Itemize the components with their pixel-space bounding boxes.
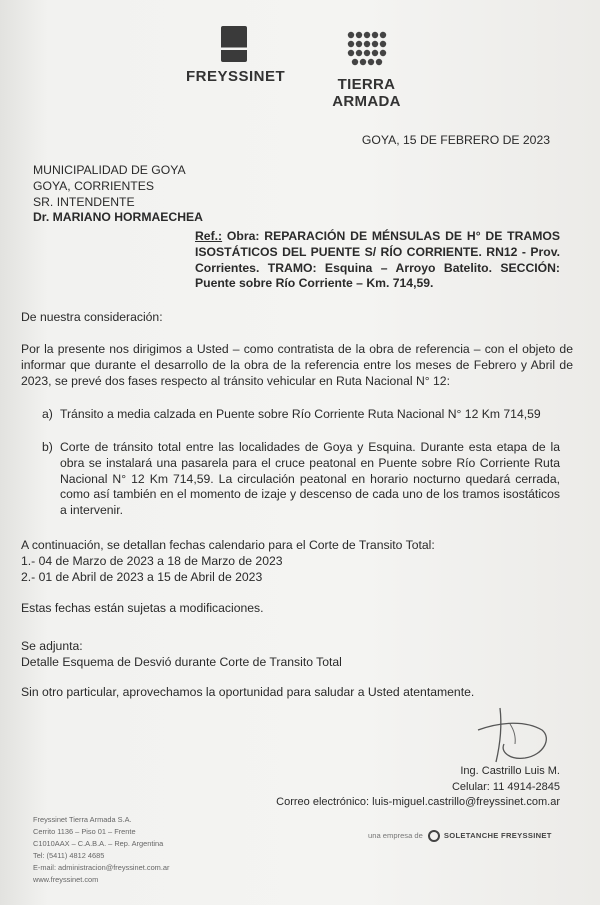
- greeting: De nuestra consideración:: [21, 310, 163, 324]
- signatory-phone: Celular: 11 4914-2845: [451, 781, 560, 793]
- attachment-label: Se adjunta:: [21, 639, 83, 653]
- reference-block: [195, 229, 560, 292]
- attachment-text: Detalle Esquema de Desvió durante Corte de Transito Total: [21, 655, 342, 669]
- schedule-intro: A continuación, se detallan fechas calendario para el Corte de Transito Total:: [21, 538, 435, 552]
- group-branding: [368, 830, 552, 842]
- footer-street: Cerrito 1136 – Piso 01 – Frente: [33, 827, 136, 837]
- footer-web: www.freyssinet.com: [33, 875, 99, 885]
- list-item-text: Corte de tránsito total entre las localidades de Goya y Esquina. Durante esta etapa de la obra se instalará una pasarela para el cruce peatonal en Puente sobre Río Corriente Ruta Nacional N° 12 Km 714,59. La circulación peatonal en horario nocturno quedará cerrada, como así también en el momento de izaje y descenso de cada uno de los tramos isostáticos a intervenir.: [60, 440, 560, 518]
- freyssinet-logo-text: FREYSSINET: [186, 68, 286, 85]
- recipient-line: SR. INTENDENTE: [33, 194, 135, 209]
- freyssinet-logo-icon: [221, 26, 247, 62]
- schedule-date-2: 2.- 01 de Abril de 2023 a 15 de Abril de 2023: [21, 570, 263, 584]
- footer-phone: Tel: (5411) 4812 4685: [33, 851, 105, 861]
- tierra-armada-logo-icon: [345, 30, 389, 68]
- list-item-letter: a): [42, 407, 53, 421]
- footer-company: Freyssinet Tierra Armada S.A.: [33, 815, 132, 824]
- footer-address: [33, 814, 169, 887]
- handwritten-signature: [470, 700, 560, 770]
- soletanche-logo-icon: [428, 830, 440, 842]
- recipient-block: [33, 163, 203, 226]
- freyssinet-logo: [186, 26, 286, 85]
- intro-paragraph: Por la presente nos dirigimos a Usted – como contratista de la obra de referencia – con el objeto de informar que durante el desarrollo de la obra de la referencia entre los meses de Febrero y Abril de 2023, se prevé dos fases respecto al tránsito vehicular en Ruta Nacional N° 12:: [21, 342, 573, 388]
- tierra-armada-logo-text: TIERRA ARMADA: [332, 76, 401, 110]
- closing-line: Sin otro particular, aprovechamos la oportunidad para saludar a Usted atentamente.: [21, 685, 475, 699]
- group-prefix: una empresa de: [368, 831, 423, 840]
- recipient-line: GOYA, CORRIENTES: [33, 178, 154, 193]
- letter-date: GOYA, 15 DE FEBRERO DE 2023: [361, 133, 550, 147]
- tierra-armada-logo: [304, 30, 429, 110]
- list-item-text: Tránsito a media calzada en Puente sobre Río Corriente Ruta Nacional N° 12 Km 714,59: [60, 407, 541, 421]
- list-item-letter: b): [42, 440, 53, 454]
- reference-label: Ref.:: [195, 229, 223, 243]
- signatory-name: Ing. Castrillo Luis M.: [460, 765, 560, 777]
- footer-email: E-mail: administracion@freyssinet.com.ar: [33, 863, 170, 873]
- modifications-note: Estas fechas están sujetas a modificaciones.: [21, 601, 264, 615]
- footer-city: C1010AAX – C.A.B.A. – Rep. Argentina: [33, 839, 164, 849]
- recipient-line: MUNICIPALIDAD DE GOYA: [33, 163, 186, 177]
- schedule-date-1: 1.- 04 de Marzo de 2023 a 18 de Marzo de 2023: [21, 554, 283, 568]
- group-brand: SOLETANCHE FREYSSINET: [443, 831, 552, 840]
- signatory-email: Correo electrónico: luis-miguel.castrillo@freyssinet.com.ar: [276, 796, 560, 808]
- recipient-name: Dr. MARIANO HORMAECHEA: [33, 210, 203, 225]
- reference-text: Obra: REPARACIÓN DE MÉNSULAS DE H° DE TRAMOS ISOSTÁTICOS DEL PUENTE S/ RÍO CORRIENTE. RN12 - Prov. Corrientes. TRAMO: Esquina – Arroyo Batelito. SECCIÓN: Puente sobre Río Corriente – Km. 714,59.: [195, 229, 560, 291]
